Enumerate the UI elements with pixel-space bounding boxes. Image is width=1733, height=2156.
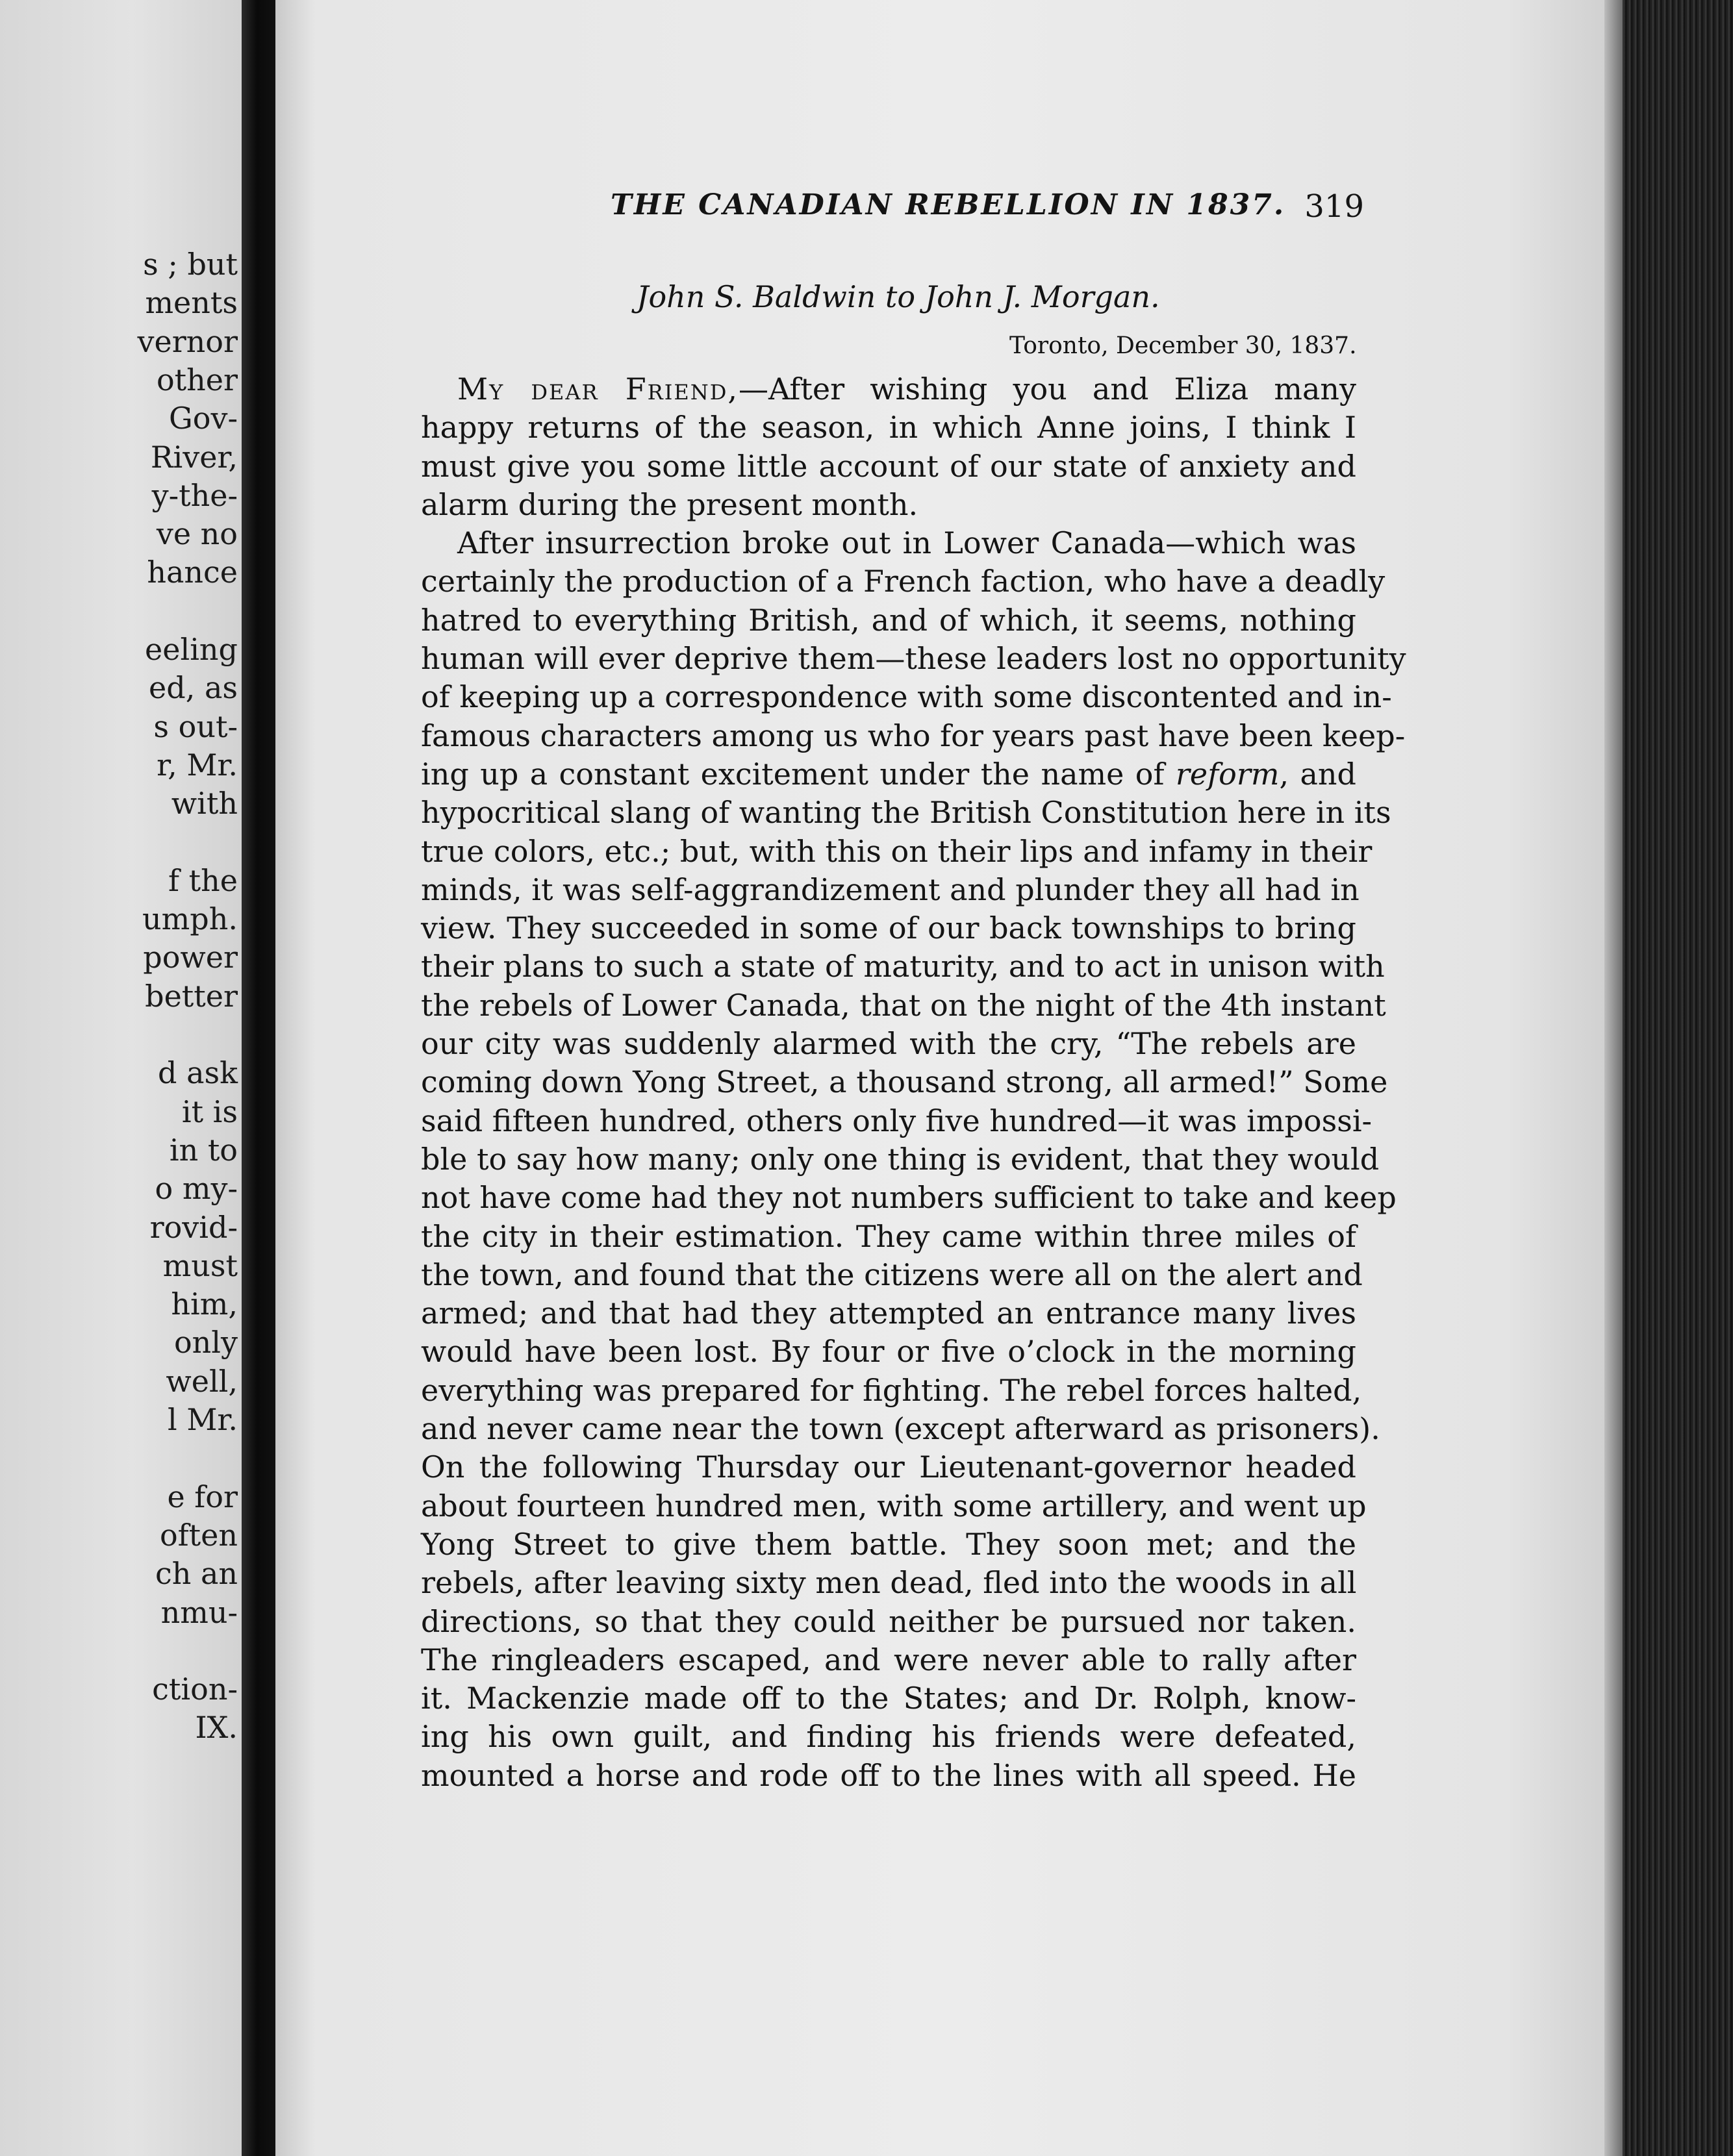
text-line: famous characters among us who for years past have been keep-: [421, 718, 1406, 753]
running-title: THE CANADIAN REBELLION IN 1837.: [611, 188, 1286, 221]
running-head: [611, 188, 1364, 227]
left-page-fragment: IX.: [195, 1710, 238, 1746]
left-page-fragment: well,: [166, 1363, 238, 1399]
left-page-fragment: vernor: [137, 323, 238, 359]
text-line: would have been lost. By four or five o’clock in the morning: [421, 1334, 1356, 1370]
left-page-fragment: with: [171, 786, 238, 821]
text-line: minds, it was self-aggrandizement and plunder they all had in: [421, 871, 1360, 907]
salutation: My dear Friend,: [457, 371, 739, 407]
text-line: their plans to such a state of maturity, and to act in unison with: [421, 949, 1385, 984]
left-page-fragment: hance: [147, 555, 238, 590]
left-page-fragment: better: [145, 978, 238, 1014]
page-edges: [1604, 0, 1733, 2156]
text-line: view. They succeeded in some of our back townships to bring: [421, 910, 1356, 946]
text-line: the city in their estimation. They came within three miles of: [421, 1218, 1356, 1254]
text-line: ing up a constant excitement under the name of reform, and: [421, 756, 1356, 792]
left-page-fragment: eeling: [145, 632, 238, 667]
text-line: and never came near the town (except afterward as prisoners).: [421, 1411, 1380, 1447]
left-page-fragment: often: [159, 1517, 238, 1553]
text-line: everything was prepared for fighting. The rebel forces halted,: [421, 1372, 1362, 1408]
text-line: about fourteen hundred men, with some artillery, and went up: [421, 1488, 1367, 1523]
left-page-fragment: ch an: [155, 1556, 238, 1592]
text-line: our city was suddenly alarmed with the cry, “The rebels are: [421, 1026, 1356, 1062]
text-line: directions, so that they could neither be pursued nor taken.: [421, 1603, 1356, 1639]
text-line: My dear Friend,—After wishing you and Eliza many: [457, 371, 1356, 407]
left-page-fragment: s out-: [153, 708, 238, 744]
left-page-fragment: nmu-: [160, 1594, 238, 1630]
left-page-fragment: River,: [150, 439, 238, 475]
text-line: alarm during the present month.: [421, 486, 918, 522]
left-page-fragment: him,: [171, 1286, 238, 1322]
left-page-fragment: ed, as: [149, 670, 238, 706]
letter-body: [421, 370, 1406, 1795]
text-line: coming down Yong Street, a thousand strong, all armed!” Some: [421, 1064, 1388, 1100]
text-line: mounted a horse and rode off to the lines with all speed. He: [421, 1757, 1356, 1793]
left-page-fragment: rovid-: [149, 1209, 238, 1245]
left-page-fragment: l Mr.: [168, 1402, 238, 1437]
left-page-fragment: d ask: [158, 1055, 238, 1091]
left-page-fragment: other: [156, 362, 238, 397]
left-page-fragment: must: [162, 1247, 238, 1283]
left-page-fragment: Gov-: [169, 401, 238, 436]
text-line: The ringleaders escaped, and were never able to rally after: [421, 1642, 1356, 1677]
text-line: of keeping up a correspondence with some discontented and in-: [421, 679, 1392, 715]
text-line: Yong Street to give them battle. They soon met; and the: [421, 1526, 1356, 1562]
left-page-fragment: f the: [168, 862, 238, 898]
letter-heading: John S. Baldwin to John J. Morgan.: [637, 279, 1160, 314]
left-page-fragment: s ; but: [143, 247, 238, 282]
text-line: human will ever deprive them—these leaders lost no opportunity: [421, 641, 1406, 677]
dateline: Toronto, December 30, 1837.: [1009, 332, 1357, 359]
left-page-fragment: it is: [181, 1094, 238, 1129]
left-page-fragment: o my-: [155, 1171, 238, 1207]
left-page-fragment: in to: [169, 1132, 238, 1168]
text-line: must give you some little account of our state of anxiety and: [421, 448, 1356, 484]
left-page-fragment: ments: [145, 285, 238, 321]
left-page: [0, 0, 242, 2156]
left-page-fragment: umph.: [142, 901, 238, 937]
left-page-fragment: power: [143, 940, 238, 975]
text-line: it. Mackenzie made off to the States; and Dr. Rolph, know-: [421, 1681, 1356, 1716]
text-line: armed; and that had they attempted an entrance many lives: [421, 1296, 1356, 1331]
left-page-fragment: r, Mr.: [157, 747, 238, 783]
left-page-fragment: ve no: [156, 516, 238, 552]
text-line: After insurrection broke out in Lower Canada—which was: [457, 525, 1356, 561]
text-line: hatred to everything British, and of which, it seems, nothing: [421, 602, 1356, 638]
text-line: the town, and found that the citizens were all on the alert and: [421, 1257, 1363, 1292]
left-page-fragment: only: [173, 1325, 238, 1360]
book-gutter: [242, 0, 275, 2156]
page-number: 319: [1304, 188, 1364, 225]
text-line: On the following Thursday our Lieutenant-governor headed: [421, 1449, 1356, 1485]
text-line: the rebels of Lower Canada, that on the night of the 4th instant: [421, 987, 1386, 1023]
text-line: ble to say how many; only one thing is evident, that they would: [421, 1141, 1380, 1177]
left-page-fragment: y-the-: [151, 477, 238, 513]
text-line: rebels, after leaving sixty men dead, fled into the woods in all: [421, 1565, 1357, 1601]
left-page-fragment: ction-: [152, 1672, 238, 1707]
text-line: ing his own guilt, and finding his friends were defeated,: [421, 1719, 1356, 1755]
text-line: certainly the production of a French faction, who have a deadly: [421, 564, 1385, 599]
italic-word: reform: [1175, 756, 1280, 792]
left-page-fragment: e for: [167, 1479, 238, 1514]
text-line: hypocritical slang of wanting the British Constitution here in its: [421, 795, 1391, 831]
text-line: true colors, etc.; but, with this on their lips and infamy in their: [421, 833, 1372, 869]
text-line: not have come had they not numbers sufficient to take and keep: [421, 1180, 1397, 1216]
text-line: happy returns of the season, in which Anne joins, I think I: [421, 410, 1356, 445]
text-line: said fifteen hundred, others only five hundred—it was impossi-: [421, 1103, 1372, 1138]
